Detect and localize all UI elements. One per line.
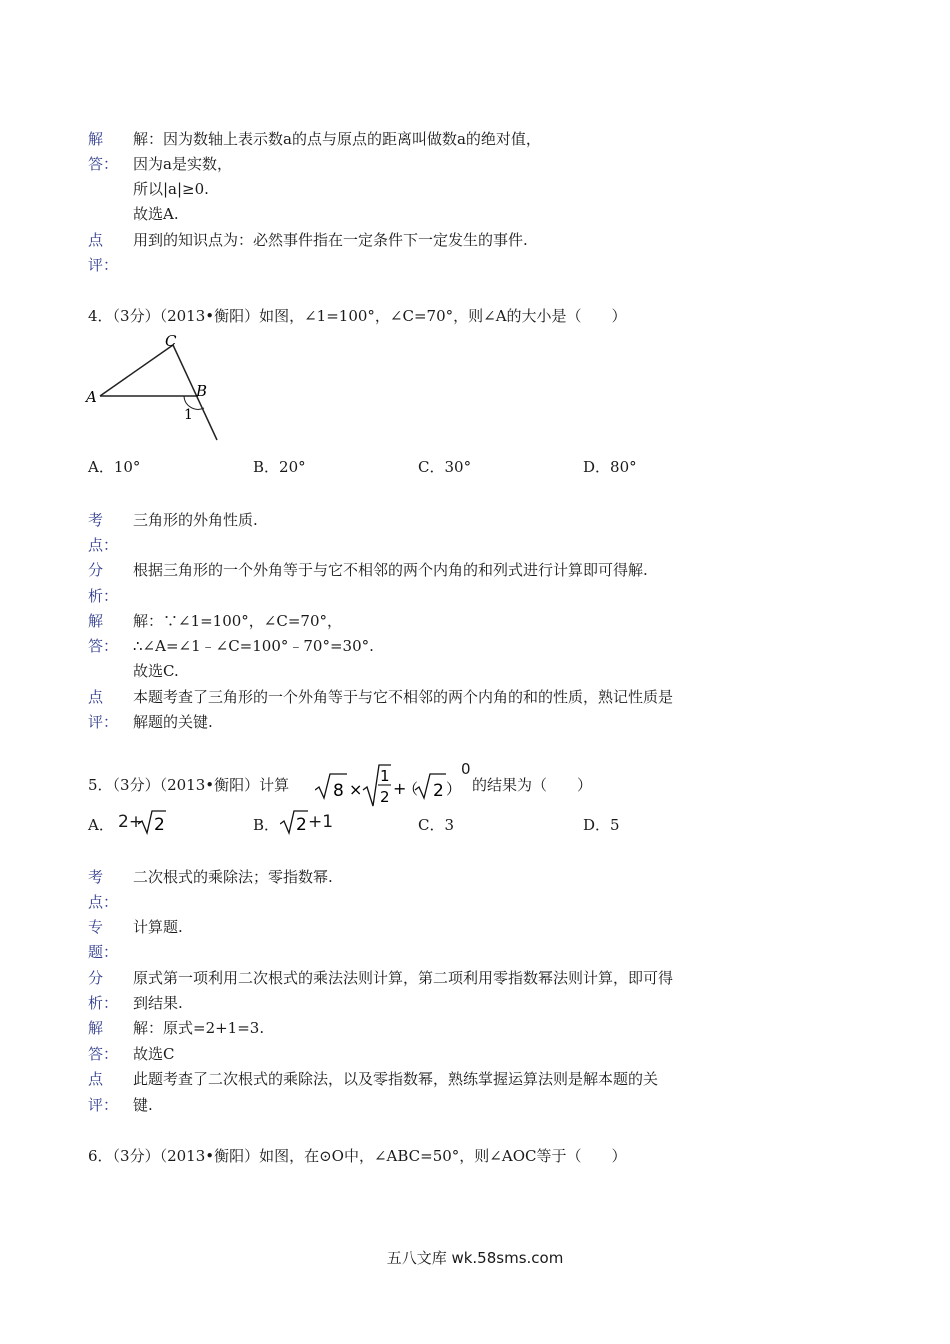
label-b: B xyxy=(196,382,208,400)
question-6-stem: 6．（3分）（2013•衡阳）如图，在⊙O中，∠ABC=50°，则∠AOC等于（ ） xyxy=(88,1147,627,1165)
option-a-label: A． xyxy=(88,816,114,834)
option-b: B．20° xyxy=(253,458,306,476)
fenxi-line: 到结果. xyxy=(133,994,183,1012)
answer-line: 故选C xyxy=(133,1045,175,1063)
exponent-zero: 0 xyxy=(461,760,471,778)
option-c: C．3 xyxy=(418,816,455,834)
radicand: 2 xyxy=(154,815,165,835)
line-cb-extended xyxy=(173,345,217,440)
label-jie: 解 xyxy=(88,130,104,148)
answer-line: 解：因为数轴上表示数a的点与原点的距离叫做数a的绝对值， xyxy=(133,130,541,148)
footer-watermark: 五八文库 wk.58sms.com xyxy=(386,1249,564,1267)
label-kao: 考 xyxy=(88,868,104,886)
answer-line: 解：∵∠1=100°，∠C=70°， xyxy=(133,612,343,630)
fenxi-text: 根据三角形的一个外角等于与它不相邻的两个内角的和列式进行计算即可得解. xyxy=(133,561,648,579)
option-d: D．5 xyxy=(583,816,620,834)
label-kao: 考 xyxy=(88,511,104,529)
option-b-radical xyxy=(280,808,310,836)
option-a: A．10° xyxy=(88,458,141,476)
comment-line: 本题考查了三角形的一个外角等于与它不相邻的两个内角的和的性质，熟记性质是 xyxy=(133,688,674,706)
label-ping: 评： xyxy=(88,256,119,274)
fraction-numerator: 1 xyxy=(380,767,390,785)
expression-figure xyxy=(315,762,465,808)
label-jie: 解 xyxy=(88,612,104,630)
option-d: D．80° xyxy=(583,458,637,476)
option-b-label: B． xyxy=(253,816,280,834)
label-dian-k: 点： xyxy=(88,893,119,911)
label-da: 答： xyxy=(88,637,119,655)
answer-line: 因为a是实数， xyxy=(133,155,232,173)
label-fen: 分 xyxy=(88,561,104,579)
fraction-denominator: 2 xyxy=(380,788,390,806)
answer-line: 解：原式=2+1=3. xyxy=(133,1019,265,1037)
label-dian: 点 xyxy=(88,231,104,249)
option-c: C．30° xyxy=(418,458,472,476)
label-c: C xyxy=(165,332,177,350)
label-zhuan: 专 xyxy=(88,918,104,936)
plus-sign: + xyxy=(393,779,407,798)
label-dian-k: 点： xyxy=(88,536,119,554)
fenxi-line: 原式第一项利用二次根式的乘法法则计算，第二项利用零指数幂法则计算，即可得 xyxy=(133,969,674,987)
label-ping: 评： xyxy=(88,1096,119,1114)
answer-line: 故选C. xyxy=(133,662,179,680)
question-5-stem-suffix: 的结果为（ ） xyxy=(472,776,593,794)
label-ping: 评： xyxy=(88,713,119,731)
label-a: A xyxy=(86,388,97,406)
label-xi: 析： xyxy=(88,994,119,1012)
label-xi: 析： xyxy=(88,587,119,605)
radicand-2: 2 xyxy=(433,781,444,801)
zhuanti-text: 计算题. xyxy=(133,918,183,936)
label-jie: 解 xyxy=(88,1019,104,1037)
left-paren: （ xyxy=(403,780,419,798)
label-ti: 题： xyxy=(88,943,119,961)
label-fen: 分 xyxy=(88,969,104,987)
kaodian-text: 三角形的外角性质. xyxy=(133,511,258,529)
answer-line: 故选A. xyxy=(133,205,179,223)
kaodian-text: 二次根式的乘除法；零指数幂. xyxy=(133,868,333,886)
option-b-tail: +1 xyxy=(308,812,334,832)
times-sign: × xyxy=(349,780,363,799)
option-a-int: 2+ xyxy=(118,812,144,832)
question-5-stem-prefix: 5．（3分）（2013•衡阳）计算 xyxy=(88,776,290,794)
label-dian: 点 xyxy=(88,688,104,706)
answer-line: 所以|a|≥0. xyxy=(133,180,209,198)
option-a-radical xyxy=(138,808,168,836)
triangle-figure xyxy=(80,330,230,445)
label-da: 答： xyxy=(88,1045,119,1063)
answer-line: ∴∠A=∠1﹣∠C=100°﹣70°=30°. xyxy=(133,637,374,655)
right-paren: ） xyxy=(446,780,462,798)
label-dian: 点 xyxy=(88,1070,104,1088)
comment-text: 用到的知识点为：必然事件指在一定条件下一定发生的事件. xyxy=(133,231,528,249)
radicand: 2 xyxy=(296,815,307,835)
segment-ac xyxy=(100,345,173,396)
comment-line: 解题的关键. xyxy=(133,713,213,731)
comment-line: 键. xyxy=(133,1096,153,1114)
radicand-8: 8 xyxy=(333,781,344,801)
comment-line: 此题考查了二次根式的乘除法，以及零指数幂，熟练掌握运算法则是解本题的关 xyxy=(133,1070,659,1088)
label-angle-1: 1 xyxy=(184,407,193,423)
question-4-stem: 4．（3分）（2013•衡阳）如图，∠1=100°，∠C=70°，则∠A的大小是（ ） xyxy=(88,307,627,325)
label-da: 答： xyxy=(88,155,119,173)
